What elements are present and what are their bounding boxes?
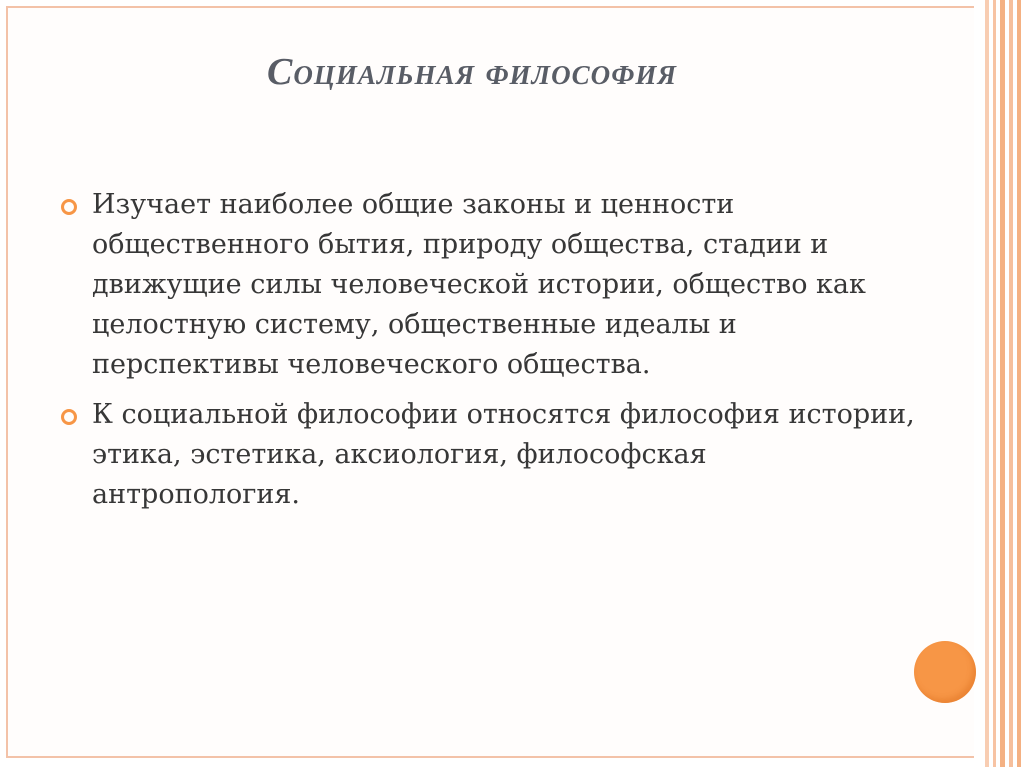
stripe-3 bbox=[1000, 0, 1005, 767]
bullet-item bbox=[60, 395, 920, 515]
bullet-text: К социальной философии относятся философия истории, этика, эстетика, аксиология, философская антропология. bbox=[92, 399, 915, 510]
bullet-text: Изучает наиболее общие законы и ценности общественного бытия, природу общества, стадии и движущие силы человеческой истории, общество как целостную систему, общественные идеалы и перспективы человеческого общества. bbox=[92, 189, 866, 380]
stripe-2 bbox=[993, 0, 996, 767]
bullet-ring-icon bbox=[61, 199, 77, 215]
slide-title: Социальная философия bbox=[267, 51, 677, 93]
orange-circle-decoration bbox=[914, 641, 976, 703]
stripe-4 bbox=[1009, 0, 1013, 767]
bullet-item bbox=[60, 185, 920, 385]
bullet-ring-icon bbox=[61, 409, 77, 425]
slide-body bbox=[60, 185, 920, 525]
stripe-1 bbox=[985, 0, 989, 767]
stripe-5 bbox=[1017, 0, 1021, 767]
